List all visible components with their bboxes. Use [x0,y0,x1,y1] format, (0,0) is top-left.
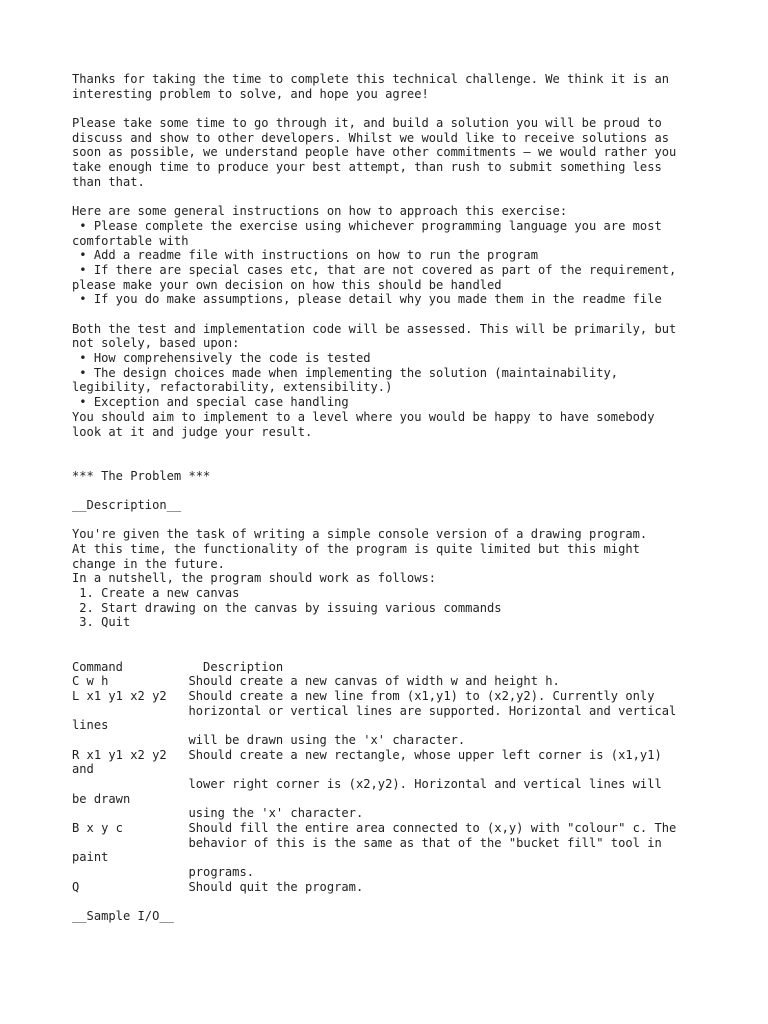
text-line: interesting problem to solve, and hope you agree! [72,86,429,101]
command-row: C w h Should create a new canvas of width w and height h. [72,674,560,689]
text-line: • How comprehensively the code is tested [72,351,371,366]
text-line: please make your own decision on how this should be handled [72,277,502,292]
text-line: • Please complete the exercise using whichever programming language you are most [72,218,662,233]
text-line: Thanks for taking the time to complete this technical challenge. We think it is an [72,72,670,86]
text-line: look at it and judge your result. [72,424,313,439]
command-row: will be drawn using the 'x' character. [72,732,466,747]
text-line: You're given the task of writing a simple console version of a drawing program. [72,527,648,542]
text-line: Here are some general instructions on how to approach this exercise: [72,204,568,219]
instructions-paragraph [72,204,712,307]
text-line: • The design choices made when implementing the solution (maintainability, [72,365,619,380]
document-page [72,72,712,924]
command-row: lines [72,718,109,733]
text-line: • If you do make assumptions, please detail why you made them in the readme file [72,292,662,307]
text-line: 2. Start drawing on the canvas by issuing various commands [72,600,502,615]
problem-heading: *** The Problem *** [72,468,211,483]
text-line: not solely, based upon: [72,336,240,351]
text-line: take enough time to produce your best attempt, than rush to submit something less [72,160,662,175]
command-table [72,660,712,895]
text-line: • Add a readme file with instructions on how to run the program [72,248,538,263]
command-row: L x1 y1 x2 y2 Should create a new line from (x1,y1) to (x2,y2). Currently only [72,688,655,703]
description-heading: __Description__ [72,497,182,512]
intro-paragraph-1 [72,72,712,101]
text-line: than that. [72,174,145,189]
text-line: Both the test and implementation code will be assessed. This will be primarily, but [72,321,677,336]
text-line: 3. Quit [72,615,131,630]
intro-paragraph-2 [72,116,712,189]
text-line: You should aim to implement to a level where you would be happy to have somebody [72,409,655,424]
text-line: At this time, the functionality of the program is quite limited but this might [72,542,640,557]
sample-io-heading: __Sample I/O__ [72,909,174,924]
command-row: Command Description [72,659,284,674]
assessment-paragraph [72,322,712,440]
command-row: horizontal or vertical lines are supported. Horizontal and vertical [72,703,677,718]
text-line: 1. Create a new canvas [72,586,240,601]
command-row: programs. [72,865,255,880]
text-line: Please take some time to go through it, and build a solution you will be proud to [72,116,662,131]
command-row: using the 'x' character. [72,806,364,821]
text-line: • If there are special cases etc, that are not covered as part of the requirement, [72,262,677,277]
command-row: B x y c Should fill the entire area connected to (x,y) with "colour" c. The [72,821,677,836]
command-row: Q Should quit the program. [72,879,364,894]
command-row: be drawn [72,791,131,806]
text-line: In a nutshell, the program should work as follows: [72,571,437,586]
command-row: behavior of this is the same as that of the "bucket fill" tool in [72,835,662,850]
command-row: and [72,762,94,777]
text-line: discuss and show to other developers. Whilst we would like to receive solutions as [72,130,670,145]
command-row: paint [72,850,109,865]
text-line: legibility, refactorability, extensibility.) [72,380,393,395]
text-line: comfortable with [72,233,189,248]
description-paragraph [72,527,712,630]
command-row: R x1 y1 x2 y2 Should create a new rectangle, whose upper left corner is (x1,y1) [72,747,662,762]
command-row: lower right corner is (x2,y2). Horizontal and vertical lines will [72,777,662,792]
text-line: • Exception and special case handling [72,395,349,410]
text-line: soon as possible, we understand people have other commitments – we would rather you [72,145,677,160]
text-line: change in the future. [72,556,225,571]
